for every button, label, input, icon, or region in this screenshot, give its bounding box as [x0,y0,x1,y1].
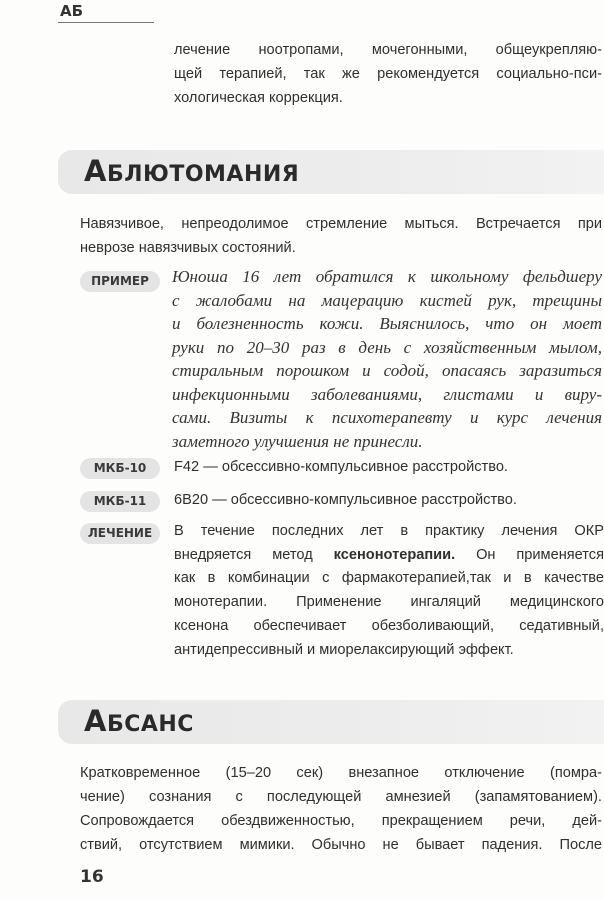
heading-rest: БСАНС [106,712,194,737]
running-head-rule [58,22,154,23]
text-line: хологическая коррекция. [174,90,343,106]
text-line: ствий, отсутствием мимики. Обычно не бывает падения. После [80,837,602,853]
text-line: с жалобами на мацерацию кистей рук, трещины [172,290,602,310]
text-line: заметного улучшения не принесли. [172,431,423,451]
text-fragment: внедряется метод [174,546,334,563]
text-line: инфекционными заболеваниями, глистами и виру- [172,384,602,404]
text-line: Юноша 16 лет обратился к школьному фельдшеру [172,267,602,286]
icd10-text: F42 — обсессивно-компульсивное расстройство. [174,459,508,475]
intro-paragraph [174,38,602,110]
heading-title [84,154,299,188]
text-line: Сопровождается обездвиженностью, прекращением речи, дей- [80,813,602,829]
text-line: Навязчивое, непреодолимое стремление мыться. Встречается при [80,216,602,232]
text-line: ксенона обеспечивает обезболивающий, седативный, [174,617,604,634]
icd11-tag: МКБ-11 [80,491,160,512]
text-line: стиральным порошком и содой, опасаясь заразиться [172,361,602,380]
text-line: и болезненность кожи. Выяснилось, что он моет [172,314,602,333]
text-line: неврозе навязчивых состояний. [80,240,296,256]
text-line [174,544,604,568]
text-line: как в комбинации с фармакотерапией,так и в качестве [174,570,604,587]
running-head: АБ [60,2,84,20]
text-line: В течение последних лет в практику лечения ОКР [174,523,604,539]
heading-title [84,704,194,738]
example-tag: ПРИМЕР [80,271,160,292]
example-text [172,265,602,453]
heading-initial: А [84,154,107,188]
definition-paragraph [80,212,602,260]
text-line: лечение ноотропами, мочегонными, общеукрепляю- [174,42,602,58]
text-line: антидепрессивный и миорелаксирующий эффект. [174,641,514,658]
treatment-tag: ЛЕЧЕНИЕ [80,523,160,544]
text-fragment: Он применяется [455,546,604,563]
icd10-tag: МКБ-10 [80,458,160,479]
text-line: чение) сознания с последующей амнезией (запамятованием). [80,789,602,805]
heading-rest: БЛЮТОМАНИЯ [106,162,300,187]
method-name: ксенонотерапии. [333,546,456,563]
definition-paragraph [80,761,602,857]
icd11-text: 6B20 — обсессивно-компульсивное расстройство. [174,492,517,508]
heading-initial: А [84,704,107,738]
text-line: руки по 20–30 раз в день с хозяйственным мылом, [172,337,602,357]
text-line: монотерапии. Применение ингаляций медицинского [174,594,604,611]
page-number: 16 [80,867,104,887]
text-line: сами. Визиты к психотерапевту и курс лечения [172,408,602,427]
treatment-text [174,520,604,662]
text-line: Кратковременное (15–20 сек) внезапное отключение (помра- [80,765,602,781]
text-line: щей терапией, так же рекомендуется социально-пси- [174,66,602,82]
